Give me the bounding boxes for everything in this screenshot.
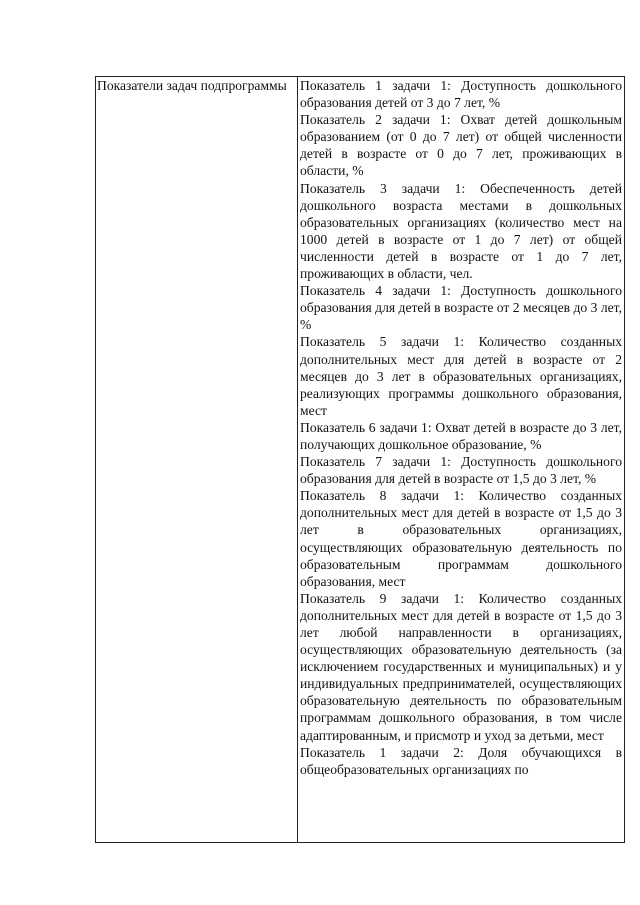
indicator-3-task-1: Показатель 3 задачи 1: Обеспеченность детей дошкольного возраста местами в дошкольных образовательных организациях (количество мест на 1000 детей в возрасте от 1 до 7 лет) от общей численности детей в возрасте от 1 до 7 лет, проживающих в области, чел. [300,180,622,282]
subprogram-table [95,76,625,843]
indicator-4-task-1: Показатель 4 задачи 1: Доступность дошкольного образования для детей в возрасте от 2 месяцев до 3 лет, % [300,283,622,333]
row-label: Показатели задач подпрограммы [97,78,287,93]
table-row [96,77,625,843]
indicator-6-task-1: Показатель 6 задачи 1: Охват детей в возрасте до 3 лет, получающих дошкольное образование, % [300,419,622,452]
indicator-1-task-1: Показатель 1 задачи 1: Доступность дошкольного образования детей от 3 до 7 лет, % [300,78,622,111]
indicators-cell [298,77,625,843]
indicator-2-task-1: Показатель 2 задачи 1: Охват детей дошкольным образованием (от 0 до 7 лет) от общей численности детей в возрасте от 0 до 7 лет, проживающих в области, % [300,112,622,179]
indicator-8-task-1: Показатель 8 задачи 1: Количество созданных дополнительных мест для детей в возрасте от 1,5 до 3 лет в образовательных организациях, осуществляющих образовательную деятельность по образовательным программам дошкольного образования, мест [300,488,622,589]
indicator-1-task-2: Показатель 1 задачи 2: Доля обучающихся в общеобразовательных организациях по [300,744,622,777]
indicator-7-task-1: Показатель 7 задачи 1: Доступность дошкольного образования для детей в возрасте от 1,5 до 3 лет, % [300,454,622,487]
indicator-9-task-1: Показатель 9 задачи 1: Количество созданных дополнительных мест для детей в возрасте от 1,5 до 3 лет любой направленности в организациях, осуществляющих образовательную деятельность (за исключением государственных и муниципальных) и у индивидуальных предпринимателей, осуществляющих образовательную деятельность по образовательным программам дошкольного образования, в том числе адаптированным, и присмотр и уход за детьми, мест [300,590,622,743]
indicator-5-task-1: Показатель 5 задачи 1: Количество созданных дополнительных мест для детей в возрасте от 2 месяцев до 3 лет в образовательных организациях, реализующих программы дошкольного образования, мест [300,334,622,418]
row-label-cell [96,77,298,843]
